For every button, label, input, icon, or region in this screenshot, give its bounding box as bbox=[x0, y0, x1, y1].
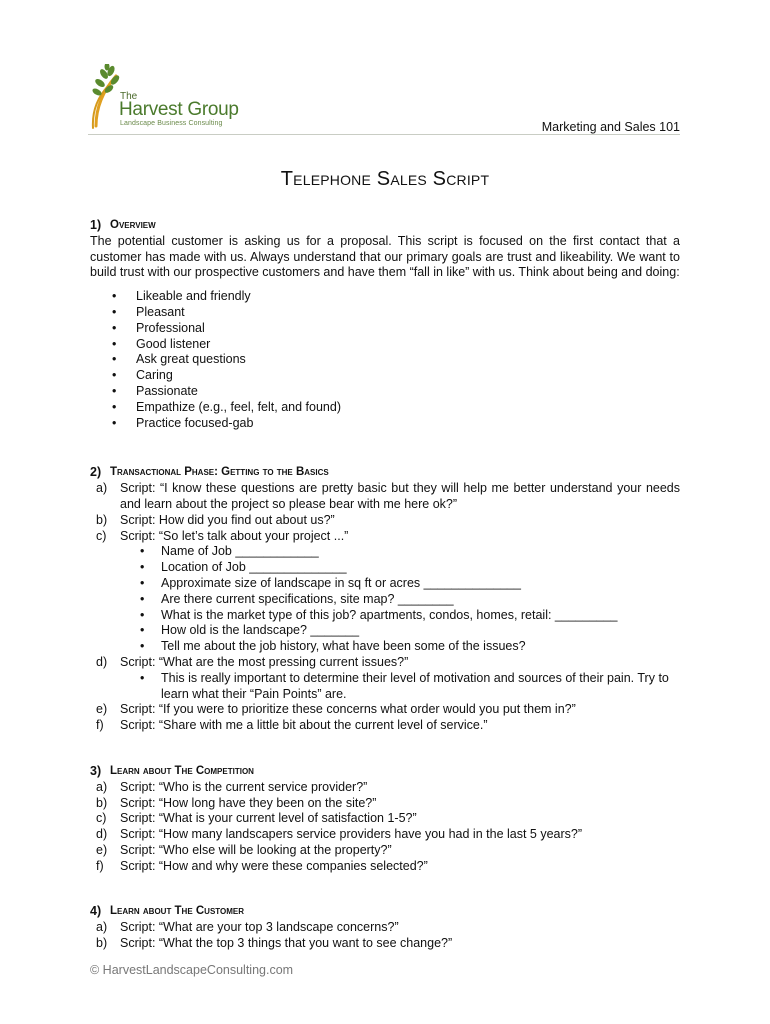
script-item bbox=[90, 811, 680, 827]
list-item-text: Practice focused-gab bbox=[136, 415, 254, 430]
list-item bbox=[112, 400, 680, 416]
script-item bbox=[90, 481, 680, 513]
section-number: 1) bbox=[90, 218, 102, 232]
script-item bbox=[90, 529, 680, 545]
harvest-group-logo bbox=[88, 64, 239, 130]
item-text: Script: How did you find out about us?” bbox=[120, 512, 335, 527]
page-title: Telephone Sales Script bbox=[280, 168, 490, 190]
item-text: Script: “Who is the current service provider?” bbox=[120, 779, 368, 794]
list-item-text: Tell me about the job history, what have been some of the issues? bbox=[161, 639, 526, 654]
list-item-text: This is really important to determine their level of motivation and sources of their pain. Try to learn what their “Pain Points” are. bbox=[161, 670, 669, 701]
bullet-icon: • bbox=[112, 304, 117, 319]
bullet-icon: • bbox=[140, 544, 145, 559]
list-item-text: How old is the landscape? _______ bbox=[161, 623, 360, 638]
bullet-icon: • bbox=[140, 575, 145, 590]
item-text: Script: “How long have they been on the site?” bbox=[120, 795, 377, 810]
list-item-text: Location of Job ______________ bbox=[161, 560, 347, 575]
script-item bbox=[90, 936, 680, 952]
section-heading bbox=[90, 218, 680, 234]
item-label: d) bbox=[96, 654, 108, 669]
list-item bbox=[138, 639, 680, 655]
list-item-text: Good listener bbox=[136, 336, 211, 351]
bullet-icon: • bbox=[112, 336, 117, 351]
list-item bbox=[138, 560, 680, 576]
script-item bbox=[90, 702, 680, 718]
logo-company-name: Harvest Group bbox=[119, 99, 239, 120]
overview-bullet-list bbox=[112, 289, 680, 431]
list-item bbox=[112, 289, 680, 305]
item-label: a) bbox=[96, 481, 108, 496]
section-heading bbox=[90, 465, 680, 481]
list-item bbox=[138, 608, 680, 624]
section-title: Learn about The Competition bbox=[110, 764, 254, 777]
list-item bbox=[112, 321, 680, 337]
item-text: Script: “How many landscapers service providers have you had in the last 5 years?” bbox=[120, 827, 583, 842]
item-text: Script: “I know these questions are pretty basic but they will help me better understand your needs and learn about the project so please bear with me here ok?” bbox=[120, 481, 680, 511]
section-title: Learn about The Customer bbox=[110, 905, 245, 918]
list-item-text: Caring bbox=[136, 368, 173, 383]
bullet-icon: • bbox=[140, 670, 145, 685]
list-item-text: Ask great questions bbox=[136, 352, 246, 367]
script-item bbox=[90, 827, 680, 843]
list-item bbox=[112, 337, 680, 353]
logo-the-text: The bbox=[120, 91, 138, 102]
item-label: c) bbox=[96, 811, 107, 826]
bullet-icon: • bbox=[112, 415, 117, 430]
item-text: Script: “So let’s talk about your project ...” bbox=[120, 528, 349, 543]
section-heading bbox=[90, 904, 680, 920]
list-item-text: Likeable and friendly bbox=[136, 289, 251, 304]
bullet-icon: • bbox=[112, 352, 117, 367]
script-item bbox=[90, 718, 680, 734]
item-label: f) bbox=[96, 858, 104, 873]
list-item-text: Professional bbox=[136, 320, 205, 335]
item-text: Script: “What the top 3 things that you want to see change?” bbox=[120, 936, 453, 951]
item-text: Script: “If you were to prioritize these concerns what order would you put them in?” bbox=[120, 702, 576, 717]
list-item bbox=[138, 592, 680, 608]
list-item-text: Empathize (e.g., feel, felt, and found) bbox=[136, 399, 341, 414]
bullet-icon: • bbox=[112, 399, 117, 414]
overview-paragraph: The potential customer is asking us for a proposal. This script is focused on the first contact that a customer has made with us. Always understand that our primary goals are trust and likeability. We want to build trust with our prospective customers and have them “fall in like” with us. Think about being and doing: bbox=[90, 233, 680, 280]
list-item-text: Approximate size of landscape in sq ft or acres ______________ bbox=[161, 575, 521, 590]
item-label: c) bbox=[96, 528, 107, 543]
list-item-text: What is the market type of this job? apartments, condos, homes, retail: _________ bbox=[161, 607, 618, 622]
list-item bbox=[112, 368, 680, 384]
list-item bbox=[112, 305, 680, 321]
item-label: e) bbox=[96, 702, 108, 717]
item-text: Script: “Who else will be looking at the property?” bbox=[120, 842, 392, 857]
section-competition bbox=[90, 764, 680, 875]
item-label: e) bbox=[96, 842, 108, 857]
item-text: Script: “What is your current level of satisfaction 1-5?” bbox=[120, 811, 417, 826]
section-title: Transactional Phase: Getting to the Basics bbox=[110, 466, 329, 479]
section-heading bbox=[90, 764, 680, 780]
list-item bbox=[112, 352, 680, 368]
bullet-icon: • bbox=[140, 639, 145, 654]
list-item bbox=[138, 544, 680, 560]
bullet-icon: • bbox=[112, 383, 117, 398]
list-item-text: Name of Job ____________ bbox=[161, 544, 319, 559]
item-text: Script: “What are the most pressing current issues?” bbox=[120, 654, 409, 669]
item-label: d) bbox=[96, 827, 108, 842]
header-divider bbox=[88, 134, 680, 135]
list-item bbox=[112, 384, 680, 400]
item-text: Script: “How and why were these companies selected?” bbox=[120, 858, 428, 873]
section-title: Overview bbox=[110, 219, 156, 231]
project-question-list bbox=[138, 544, 680, 655]
bullet-icon: • bbox=[140, 607, 145, 622]
list-item-text: Pleasant bbox=[136, 304, 185, 319]
item-text: Script: “What are your top 3 landscape concerns?” bbox=[120, 920, 399, 935]
section-customer bbox=[90, 904, 680, 951]
item-label: a) bbox=[96, 920, 108, 935]
list-item bbox=[112, 416, 680, 432]
list-item-text: Passionate bbox=[136, 383, 198, 398]
item-label: a) bbox=[96, 779, 108, 794]
bullet-icon: • bbox=[140, 560, 145, 575]
document-body bbox=[90, 218, 680, 952]
bullet-icon: • bbox=[140, 591, 145, 606]
bullet-icon: • bbox=[140, 623, 145, 638]
section-overview bbox=[90, 218, 680, 431]
section-number: 4) bbox=[90, 904, 102, 919]
script-item bbox=[90, 796, 680, 812]
list-item bbox=[138, 623, 680, 639]
script-item bbox=[90, 859, 680, 875]
item-label: b) bbox=[96, 512, 108, 527]
script-item bbox=[90, 920, 680, 936]
section-number: 2) bbox=[90, 465, 102, 480]
section-transactional-phase bbox=[90, 465, 680, 734]
bullet-icon: • bbox=[112, 320, 117, 335]
item-label: f) bbox=[96, 718, 104, 733]
list-item bbox=[138, 576, 680, 592]
logo-subtitle: Landscape Business Consulting bbox=[120, 120, 223, 127]
item-label: b) bbox=[96, 936, 108, 951]
script-item bbox=[90, 780, 680, 796]
item-text: Script: “Share with me a little bit about the current level of service.” bbox=[120, 718, 488, 733]
footer-copyright: © HarvestLandscapeConsulting.com bbox=[90, 963, 294, 977]
header-course-title: Marketing and Sales 101 bbox=[541, 120, 680, 134]
script-item bbox=[90, 655, 680, 671]
pain-points-list bbox=[138, 671, 680, 703]
bullet-icon: • bbox=[112, 368, 117, 383]
list-item bbox=[138, 671, 680, 703]
item-label: b) bbox=[96, 795, 108, 810]
list-item-text: Are there current specifications, site map? ________ bbox=[161, 591, 454, 606]
bullet-icon: • bbox=[112, 289, 117, 304]
script-item bbox=[90, 843, 680, 859]
script-item bbox=[90, 513, 680, 529]
section-number: 3) bbox=[90, 763, 102, 778]
